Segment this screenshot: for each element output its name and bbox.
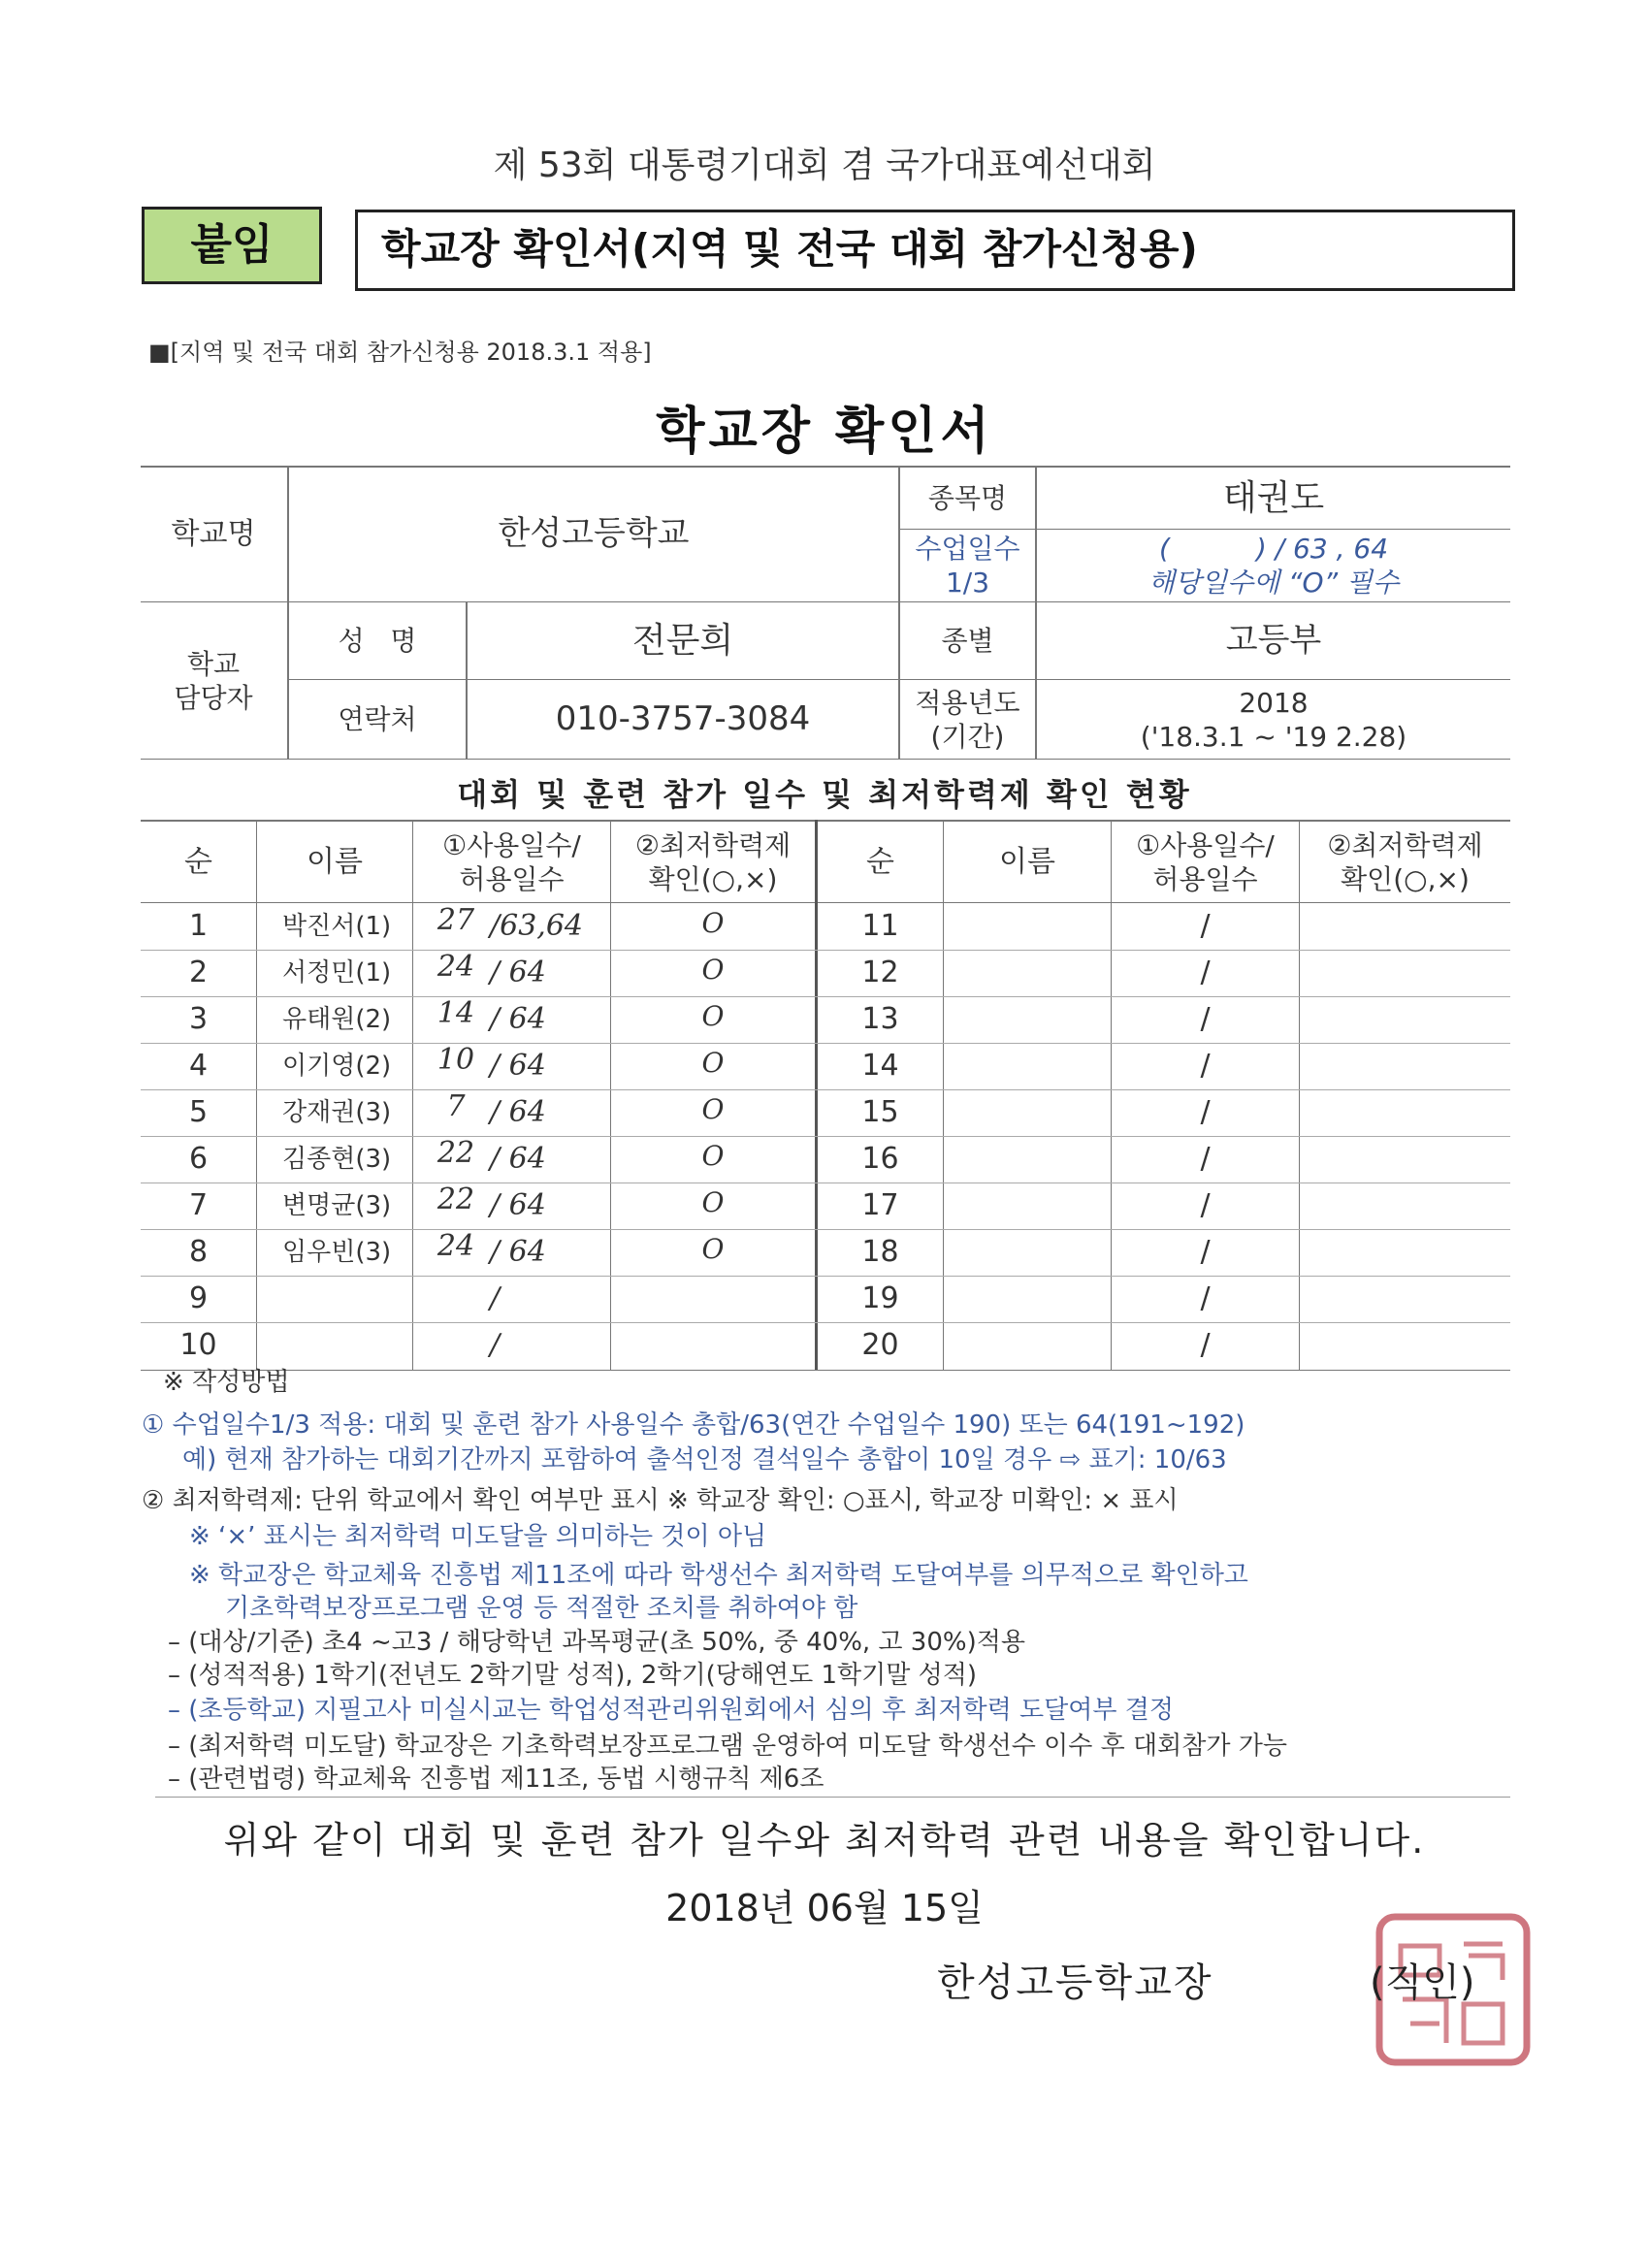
athlete-name: 서정민(1) (282, 957, 392, 988)
used-days: 10 (436, 1043, 475, 1078)
year-value-line: ('18.3.1 ~ '19 2.28) (1140, 720, 1407, 753)
header-days-line: 허용일수 (459, 862, 565, 895)
manager-label (141, 602, 286, 759)
used-days: / (1200, 1328, 1211, 1363)
allowed-days: / 64 (490, 1142, 546, 1177)
athlete-name: 이기영(2) (282, 1051, 392, 1081)
allowed-days: / (490, 1281, 501, 1316)
header-no: 순 (184, 844, 212, 879)
class-days-value-line: ( ) / 63 , 64 (1158, 533, 1389, 565)
academic-check (1300, 996, 1510, 1043)
used-days: 22 (436, 1183, 475, 1217)
manager-name-value: 전문희 (631, 621, 734, 661)
academic-check: O (701, 1046, 725, 1079)
row-number: 6 (188, 1142, 209, 1177)
used-days: / (1200, 1188, 1211, 1223)
row-number: 19 (861, 1281, 899, 1316)
used-days: 7 (446, 1089, 466, 1124)
participation-section-title: 대회 및 훈련 참가 일수 및 최저학력제 확인 현황 (457, 776, 1192, 813)
allowed-days: / 64 (490, 956, 546, 990)
academic-check: O (701, 1092, 725, 1125)
academic-check (1300, 1136, 1510, 1183)
school-name-label: 학교명 (171, 516, 256, 551)
year-label-line: 적용년도 (915, 686, 1020, 719)
academic-check: O (701, 1185, 725, 1218)
athlete-name: 김종현(3) (282, 1144, 392, 1174)
header-check (611, 822, 815, 902)
athlete-name (944, 996, 1111, 1043)
class-days-value (1037, 530, 1510, 601)
contact-value: 010-3757-3084 (555, 699, 811, 739)
athlete-name (257, 1276, 412, 1322)
manager-label-line: 담당자 (174, 681, 253, 714)
attach-title: 학교장 확인서(지역 및 전국 대회 참가신청용) (355, 210, 1515, 291)
header-days-line: ①사용일수/ (1136, 828, 1275, 861)
row-number: 1 (188, 909, 209, 944)
header-days-line: 허용일수 (1152, 862, 1258, 895)
row-number: 7 (188, 1188, 209, 1223)
athlete-name: 강재권(3) (282, 1097, 392, 1127)
used-days: 24 (436, 1229, 475, 1264)
athlete-name (944, 1322, 1111, 1369)
row-number: 16 (861, 1142, 899, 1177)
class-days-label-line: 1/3 (945, 567, 990, 599)
year-value (1037, 680, 1510, 759)
category-value: 고등부 (1225, 621, 1322, 661)
used-days: / (1200, 909, 1211, 944)
athlete-name: 박진서(1) (282, 911, 392, 941)
used-days: / (1200, 1095, 1211, 1130)
sport-value: 태권도 (1222, 477, 1325, 518)
row-number: 11 (861, 909, 899, 944)
instruction-line: – (성적적용) 1학기(전년도 2학기말 성적), 2학기(당해연도 1학기말 성적) (168, 1661, 978, 1690)
athlete-name: 임우빈(3) (282, 1237, 392, 1267)
instruction-line: – (초등학교) 지필고사 미실시교는 학업성적관리위원회에서 심의 후 최저학력 도달여부 결정 (168, 1696, 1174, 1725)
used-days: / (1200, 1235, 1211, 1270)
row-number: 8 (188, 1235, 209, 1270)
header-days-line: ①사용일수/ (442, 828, 581, 861)
row-number: 20 (861, 1328, 899, 1363)
academic-check (1300, 1229, 1510, 1276)
academic-check (1300, 1089, 1510, 1136)
year-value-line: 2018 (1239, 686, 1309, 719)
row-number: 15 (861, 1095, 899, 1130)
header-check (1300, 822, 1510, 902)
signer-title: 한성고등학교장 (937, 1960, 1213, 2005)
academic-check (611, 1318, 815, 1365)
used-days: / (1200, 1281, 1211, 1316)
form-note: ■[지역 및 전국 대회 참가신청용 2018.3.1 적용] (148, 339, 652, 366)
academic-check (1300, 1183, 1510, 1229)
header-name: 이름 (999, 844, 1055, 879)
allowed-days: / 64 (490, 1095, 546, 1130)
athlete-name (944, 1136, 1111, 1183)
name-label: 성 명 (338, 625, 417, 657)
academic-check (1300, 950, 1510, 996)
instructions-heading: ※ 작성방법 (163, 1368, 290, 1397)
event-title: 제 53회 대통령기대회 겸 국가대표예선대회 (493, 146, 1156, 185)
allowed-days: / 64 (490, 1049, 546, 1084)
athlete-name: 변명균(3) (282, 1190, 392, 1220)
academic-check: O (701, 1139, 725, 1172)
academic-check (1300, 903, 1510, 950)
instruction-line: – (관련법령) 학교체육 진흥법 제11조, 동법 시행규칙 제6조 (168, 1765, 824, 1794)
issue-date: 2018년 06월 15일 (665, 1887, 984, 1929)
athlete-name (944, 1276, 1111, 1322)
year-label-line: (기간) (930, 720, 1005, 753)
allowed-days: / 64 (490, 1188, 546, 1223)
allowed-days: /63,64 (490, 909, 583, 944)
instruction-line: – (최저학력 미도달) 학교장은 기초학력보장프로그램 운영하여 미도달 학생선수 이수 후 대회참가 가능 (168, 1732, 1287, 1761)
allowed-days: / 64 (490, 1235, 546, 1270)
seal-label: (직인) (1370, 1960, 1475, 2005)
row-number: 18 (861, 1235, 899, 1270)
academic-check (611, 1272, 815, 1318)
sport-label: 종목명 (927, 481, 1008, 514)
athlete-name (944, 1089, 1111, 1136)
row-number: 2 (188, 956, 209, 990)
class-days-value-line: 해당일수에 “O” 필수 (1148, 567, 1400, 599)
manager-label-line: 학교 (186, 647, 241, 680)
allowed-days: / 64 (490, 1002, 546, 1037)
row-number: 17 (861, 1188, 899, 1223)
instruction-line: ② 최저학력제: 단위 학교에서 확인 여부만 표시 ※ 학교장 확인: ○표시, 학교장 미확인: × 표시 (142, 1486, 1179, 1515)
class-days-label (900, 530, 1035, 601)
used-days: 27 (436, 903, 475, 938)
used-days: 24 (436, 950, 475, 985)
header-days (1112, 822, 1299, 902)
row-number: 12 (861, 956, 899, 990)
header-no: 순 (866, 844, 894, 879)
school-name-value: 한성고등학교 (498, 514, 690, 554)
academic-check: O (701, 953, 725, 986)
instruction-line: 예) 현재 참가하는 대회기간까지 포함하여 출석인정 결석일수 총합이 10일 경우 ⇨ 표기: 10/63 (182, 1445, 1227, 1474)
athlete-name (944, 1229, 1111, 1276)
header-name: 이름 (307, 844, 363, 879)
allowed-days: / (490, 1328, 501, 1363)
category-label: 종별 (941, 625, 994, 657)
athlete-name (944, 1183, 1111, 1229)
contact-label: 연락처 (338, 703, 417, 735)
academic-check (1300, 1276, 1510, 1322)
class-days-label-line: 수업일수 (915, 533, 1020, 565)
closing-statement: 위와 같이 대회 및 훈련 참가 일수와 최저학력 관련 내용을 확인합니다. (223, 1819, 1426, 1862)
divider (155, 1797, 1510, 1798)
academic-check: O (701, 999, 725, 1032)
academic-check: O (701, 906, 725, 939)
athlete-name (944, 950, 1111, 996)
used-days (417, 1270, 495, 1316)
row-number: 14 (861, 1049, 899, 1084)
used-days: 22 (436, 1136, 475, 1171)
row-number: 4 (188, 1049, 209, 1084)
year-label (900, 680, 1035, 759)
attach-label: 붙임 (142, 207, 322, 284)
table-rule (141, 1370, 1510, 1371)
athlete-name: 유태원(2) (282, 1004, 392, 1034)
header-days (413, 822, 610, 902)
instruction-line: ※ ‘×’ 표시는 최저학력 미도달을 의미하는 것이 아님 (189, 1522, 767, 1551)
instruction-line: ※ 학교장은 학교체육 진흥법 제11조에 따라 학생선수 최저학력 도달여부를 의무적으로 확인하고 (189, 1561, 1248, 1590)
instruction-line: 기초학력보장프로그램 운영 등 적절한 조치를 취하여야 함 (225, 1594, 858, 1623)
row-number: 9 (188, 1281, 209, 1316)
table-rule (141, 759, 1510, 760)
row-number: 3 (188, 1002, 209, 1037)
header-check-line: ②최저학력제 (1327, 828, 1483, 861)
instruction-line: – (대상/기준) 초4 ~고3 / 해당학년 과목평균(초 50%, 중 40%, 고 30%)적용 (168, 1628, 1025, 1657)
row-number: 13 (861, 1002, 899, 1037)
academic-check (1300, 1322, 1510, 1369)
instruction-line: ① 수업일수1/3 적용: 대회 및 훈련 참가 사용일수 총합/63(연간 수업일수 190) 또는 64(191~192) (142, 1410, 1245, 1440)
used-days: 14 (436, 996, 475, 1031)
document-title: 학교장 확인서 (656, 403, 993, 461)
used-days (417, 1316, 495, 1363)
academic-check (1300, 1043, 1510, 1089)
row-number: 10 (179, 1328, 217, 1363)
table-rule (412, 820, 413, 1370)
used-days: / (1200, 1049, 1211, 1084)
athlete-name (944, 1043, 1111, 1089)
used-days: / (1200, 1142, 1211, 1177)
used-days: / (1200, 956, 1211, 990)
row-number: 5 (188, 1095, 209, 1130)
used-days: / (1200, 1002, 1211, 1037)
academic-check: O (701, 1232, 725, 1265)
athlete-name (944, 903, 1111, 950)
header-check-line: 확인(○,×) (1341, 862, 1470, 895)
header-check-line: ②최저학력제 (634, 828, 792, 861)
header-check-line: 확인(○,×) (648, 862, 778, 895)
